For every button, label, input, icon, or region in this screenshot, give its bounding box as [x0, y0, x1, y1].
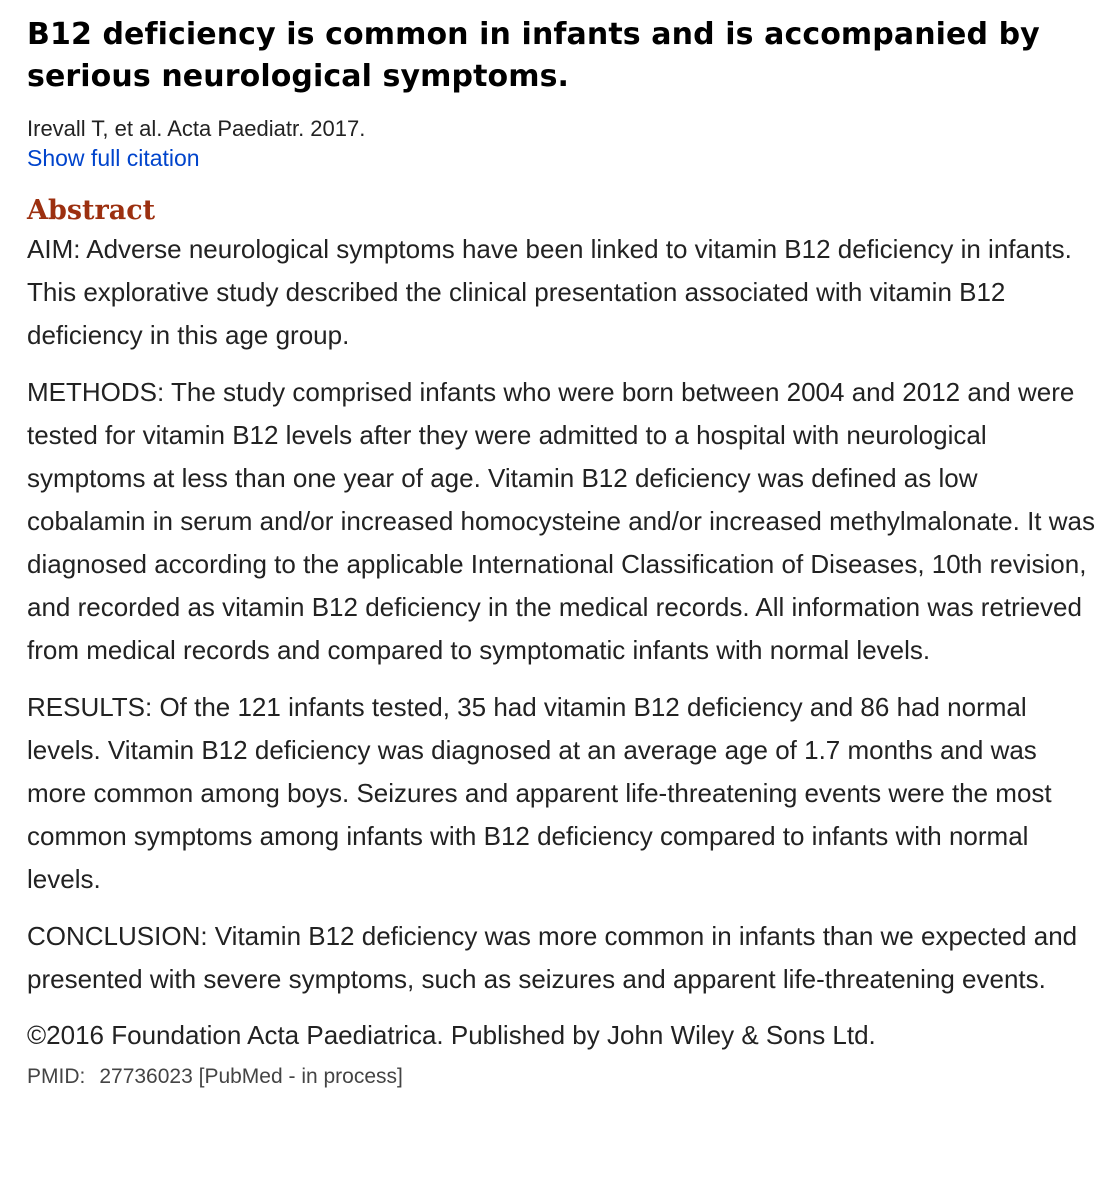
- copyright-text: ©2016 Foundation Acta Paediatrica. Published by John Wiley & Sons Ltd.: [27, 1020, 876, 1050]
- article-page: [27, 0, 1097, 1091]
- pmid-value: 27736023 [PubMed - in process]: [99, 1065, 403, 1088]
- abstract-aim: AIM: Adverse neurological symptoms have been linked to vitamin B12 deficiency in infants. This explorative study described the clinical presentation associated with vitamin B12 deficiency in this age group.: [27, 234, 1072, 350]
- abstract-conclusion: CONCLUSION: Vitamin B12 deficiency was more common in infants than we expected and presented with severe symptoms, such as seizures and apparent life-threatening events.: [27, 921, 1078, 994]
- abstract-methods: METHODS: The study comprised infants who were born between 2004 and 2012 and were tested for vitamin B12 levels after they were admitted to a hospital with neurological symptoms at less than one year of age. Vitamin B12 deficiency was defined as low cobalamin in serum and/or increased homocysteine and/or increased methylmalonate. It was diagnosed according to the applicable International Classification of Diseases, 10th revision, and recorded as vitamin B12 deficiency in the medical records. All information was retrieved from medical records and compared to symptomatic infants with normal levels.: [27, 377, 1095, 665]
- pmid-label: PMID:: [27, 1065, 86, 1088]
- citation-text: Irevall T, et al. Acta Paediatr. 2017.: [27, 116, 366, 141]
- show-full-citation-link[interactable]: Show full citation: [27, 145, 200, 171]
- abstract-heading: Abstract: [27, 195, 156, 226]
- pmid-line: [27, 1063, 1097, 1091]
- article-title: B12 deficiency is common in infants and is accompanied by serious neurological symptoms.: [27, 17, 1040, 94]
- abstract-results: RESULTS: Of the 121 infants tested, 35 had vitamin B12 deficiency and 86 had normal levels. Vitamin B12 deficiency was diagnosed at an average age of 1.7 months and was more common among boys. Seizures and apparent life-threatening events were the most common symptoms among infants with B12 deficiency compared to infants with normal levels.: [27, 692, 1052, 894]
